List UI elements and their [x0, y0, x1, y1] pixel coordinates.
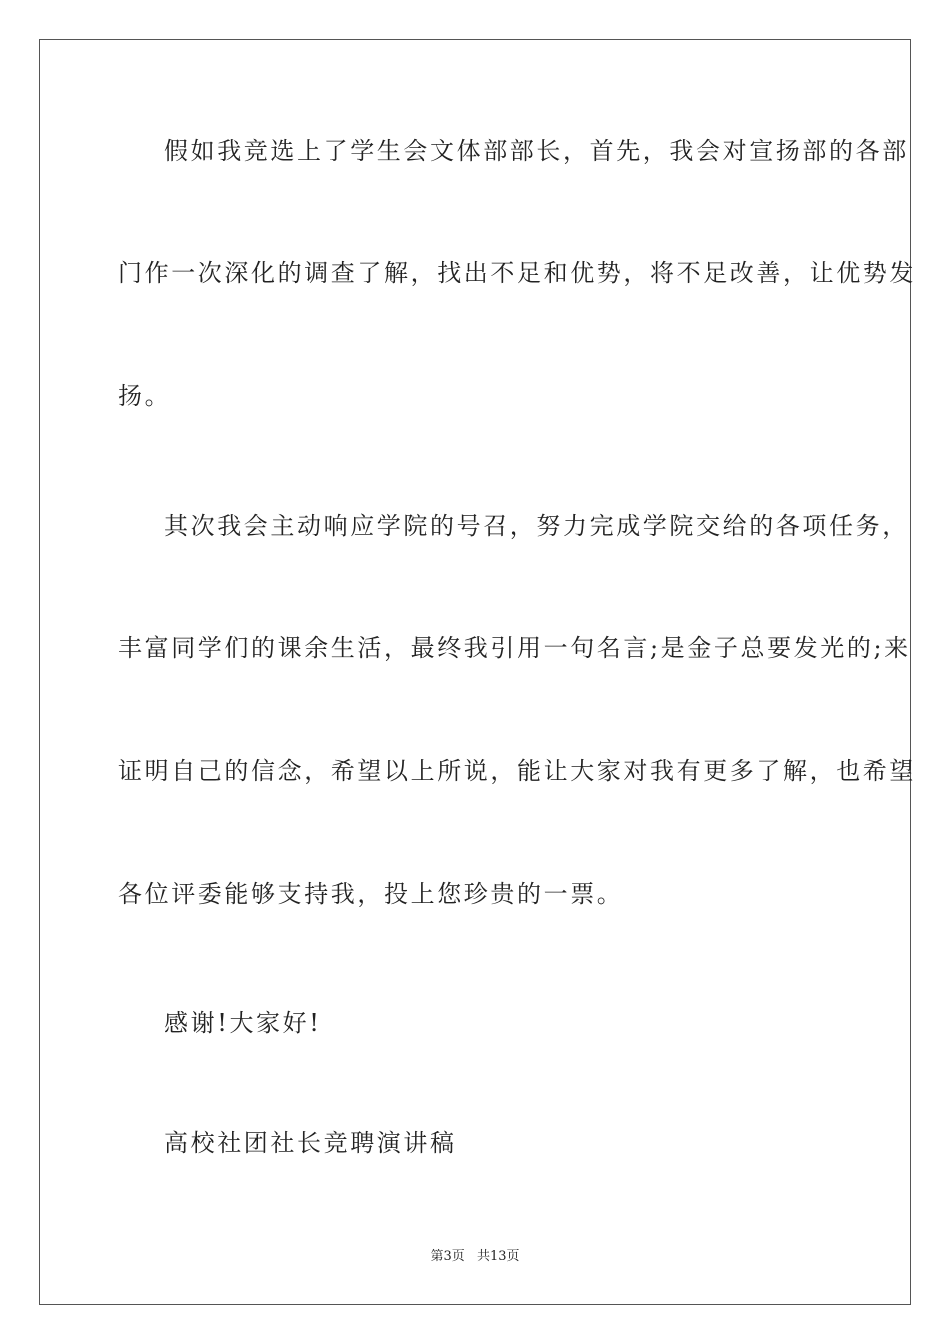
page-total: 共13页: [476, 1249, 520, 1264]
page-border: [39, 39, 911, 1305]
paragraph-line: 丰富同学们的课余生活，最终我引用一句名言;是金子总要发光的;来: [118, 634, 911, 662]
paragraph-line: 感谢!大家好!: [164, 1009, 322, 1037]
page-footer: [0, 1248, 950, 1266]
paragraph-line: 各位评委能够支持我，投上您珍贵的一票。: [118, 880, 624, 908]
paragraph-line: 假如我竞选上了学生会文体部部长，首先，我会对宣扬部的各部: [164, 137, 909, 165]
page-number: 第3页: [430, 1249, 465, 1264]
paragraph-line: 其次我会主动响应学院的号召，努力完成学院交给的各项任务，: [164, 512, 909, 540]
paragraph-line: 门作一次深化的调查了解，找出不足和优势，将不足改善，让优势发: [118, 259, 916, 287]
paragraph-line: 证明自己的信念，希望以上所说，能让大家对我有更多了解，也希望: [118, 757, 916, 785]
paragraph-line: 扬。: [118, 382, 172, 410]
section-title: 高校社团社长竞聘演讲稿: [164, 1129, 457, 1157]
